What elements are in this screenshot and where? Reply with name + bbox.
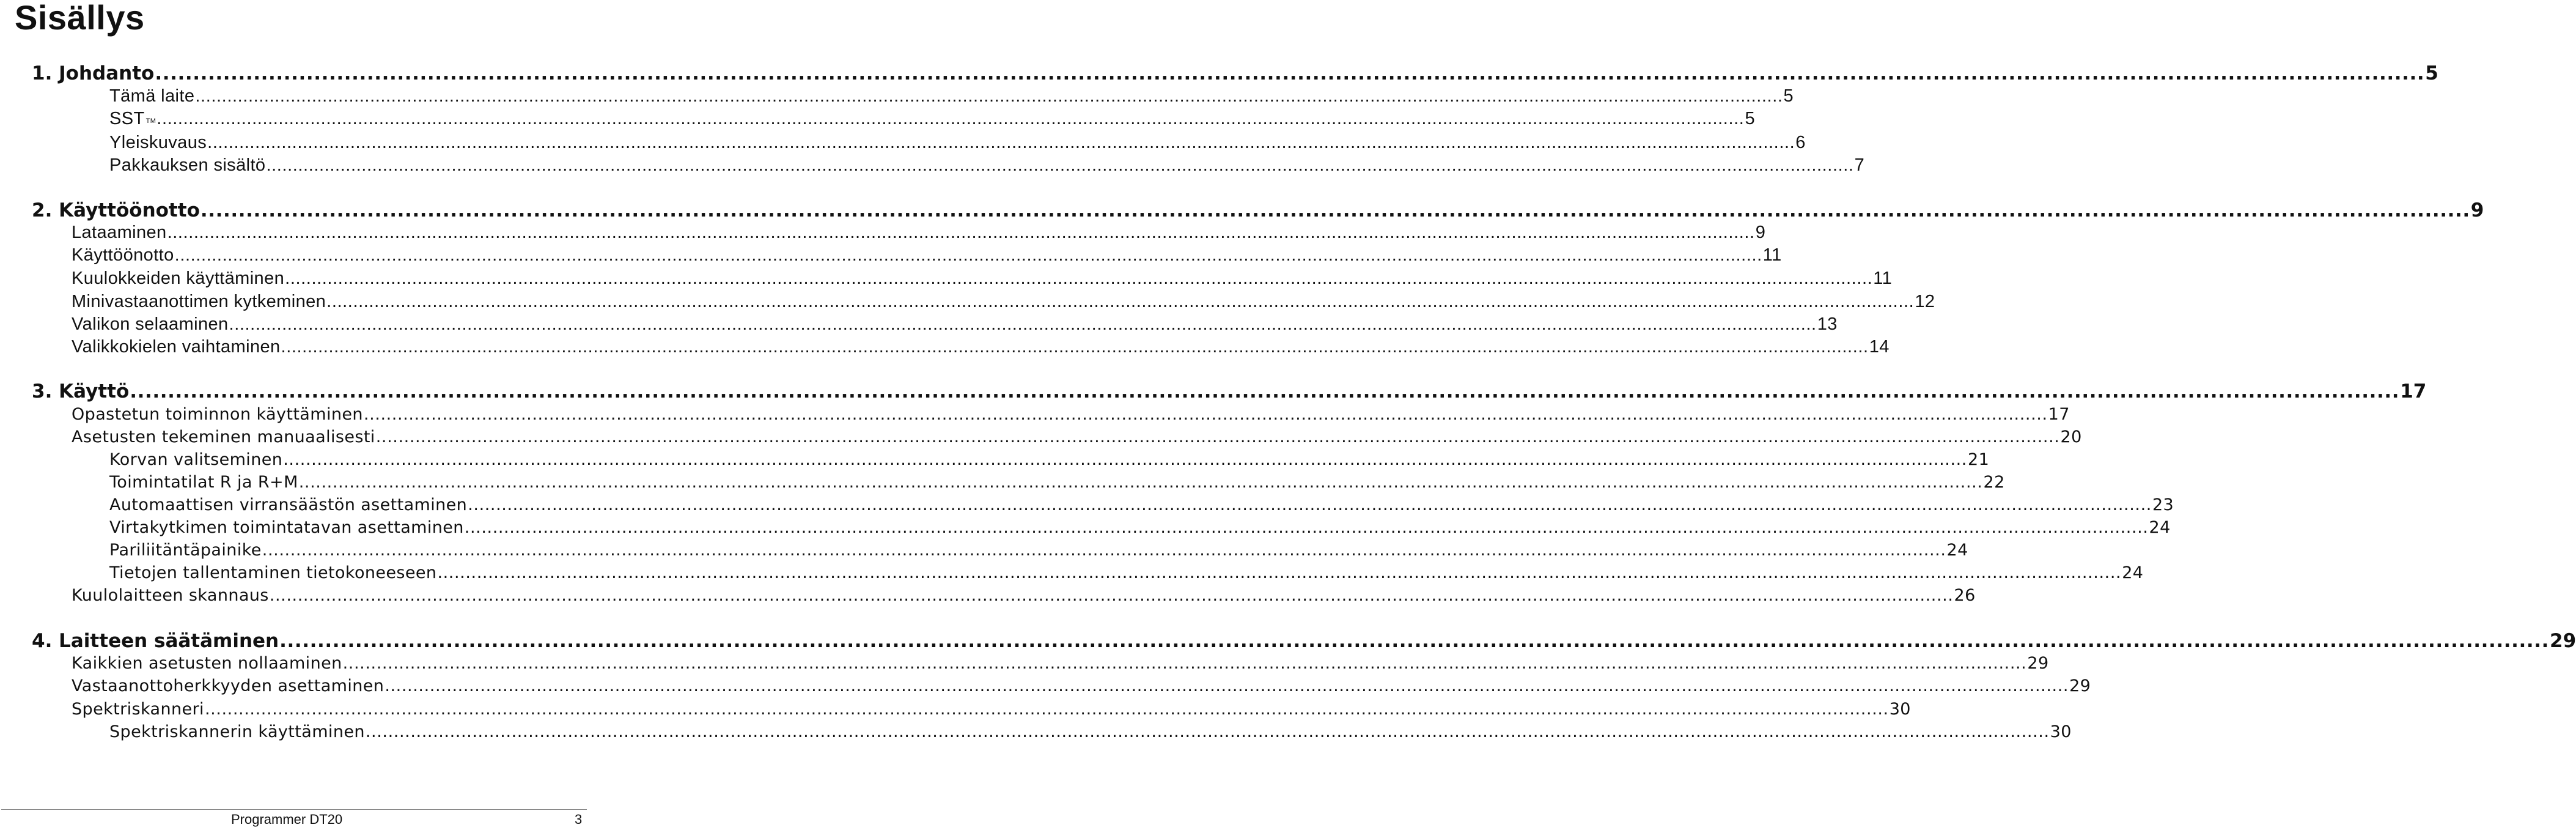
toc-leader-dots: ............................................................................................................................................................................................................................................................................................................	[437, 563, 2122, 582]
toc-page-number: 17	[2400, 380, 2427, 402]
toc-leader-dots: ............................................................................................................................................................................................................................................................................................................	[283, 450, 1967, 469]
toc-entry[interactable]	[72, 700, 1911, 719]
toc-entry-label: Automaattisen virransäästön asettaminen	[109, 495, 468, 514]
toc-entry-label: Kaikkien asetusten nollaaminen	[72, 654, 342, 673]
toc-leader-dots: ............................................................................................................................................................................................................................................................................................................	[174, 245, 1762, 265]
toc-leader-dots: ............................................................................................................................................................................................................................................................................................................	[167, 223, 1755, 242]
toc-entry[interactable]	[109, 109, 1755, 129]
toc-page-number: 5	[1783, 86, 1794, 106]
toc-chapter-entry[interactable]	[32, 630, 2576, 652]
toc-entry-label: Pariliitäntäpainike	[109, 541, 262, 560]
toc-entry[interactable]	[72, 405, 2070, 424]
toc-leader-dots: ............................................................................................................................................................................................................................................................................................................	[375, 428, 2060, 446]
toc-page-number: 5	[1745, 109, 1755, 128]
toc-leader-dots: ............................................................................................................................................................................................................................................................................................................	[204, 700, 1889, 719]
toc-page-number: 14	[1869, 337, 1890, 357]
toc-page-number: 24	[1946, 541, 1968, 560]
toc-page-number: 12	[1915, 292, 1935, 311]
toc-page-number: 9	[1755, 223, 1766, 242]
toc-leader-dots: ............................................................................................................................................................................................................................................................................................................	[229, 314, 1817, 334]
toc-entry[interactable]	[109, 563, 2144, 582]
toc-leader-dots: ............................................................................................................................................................................................................................................................................................................	[281, 337, 1869, 357]
toc-entry[interactable]	[72, 245, 1782, 265]
toc-entry[interactable]	[109, 450, 1990, 469]
toc-entry[interactable]	[72, 223, 1766, 243]
toc-leader-dots: ............................................................................................................................................................................................................................................................................................................	[468, 495, 2152, 514]
toc-page-number: 29	[2550, 630, 2576, 652]
toc-entry[interactable]	[72, 676, 2091, 695]
toc-leader-dots: ............................................................................................................................................................................................................................................................................................................	[207, 133, 1795, 152]
toc-page-number: 29	[2069, 676, 2091, 695]
toc-entry[interactable]	[109, 133, 1806, 153]
toc-leader-dots: ............................................................................................................................................................................................................................................................................................................	[363, 405, 2048, 424]
toc-leader-dots: ............................................................................................................................................................................................................................................................................................................	[130, 380, 2400, 402]
toc-entry-label: Tietojen tallentaminen tietokoneeseen	[109, 563, 437, 582]
toc-entry[interactable]	[109, 722, 2072, 741]
toc-leader-dots: ............................................................................................................................................................................................................................................................................................................	[464, 518, 2149, 537]
toc-leader-dots: ............................................................................................................................................................................................................................................................................................................	[279, 630, 2550, 652]
toc-page-number: 29	[2027, 654, 2049, 673]
toc-entry-label: Valikon selaaminen	[72, 314, 229, 334]
toc-page-number: 13	[1817, 314, 1838, 334]
toc-entry-label: 3. Käyttö	[32, 380, 130, 402]
toc-entry[interactable]	[109, 155, 1865, 176]
trademark-mark: TM	[145, 117, 156, 125]
toc-leader-dots: ............................................................................................................................................................................................................................................................................................................	[385, 676, 2069, 695]
footer-divider	[1, 809, 587, 810]
toc-entry[interactable]	[72, 654, 2049, 673]
toc-entry-label: Lataaminen	[72, 223, 167, 242]
toc-entry-label: Kuulolaitteen skannaus	[72, 586, 269, 605]
toc-chapter-entry[interactable]	[32, 380, 2427, 402]
toc-entry[interactable]	[109, 518, 2171, 537]
toc-page-number: 11	[1762, 245, 1782, 265]
toc-entry[interactable]	[72, 292, 1935, 312]
toc-page-number: 17	[2048, 405, 2070, 424]
toc-entry[interactable]	[72, 314, 1838, 335]
toc-leader-dots: ............................................................................................................................................................................................................................................................................................................	[326, 292, 1915, 311]
toc-page-number: 30	[1889, 700, 1911, 719]
toc-leader-dots: ............................................................................................................................................................................................................................................................................................................	[285, 269, 1873, 288]
toc-page-number: 9	[2470, 199, 2484, 221]
toc-leader-dots: ............................................................................................................................................................................................................................................................................................................	[200, 199, 2470, 221]
toc-page-number: 22	[1983, 473, 2005, 492]
toc-entry-label: Pakkauksen sisältö	[109, 155, 266, 175]
toc-entry-label: 2. Käyttöönotto	[32, 199, 200, 221]
toc-entry-label: Spektriskannerin käyttäminen	[109, 722, 365, 741]
toc-leader-dots: ............................................................................................................................................................................................................................................................................................................	[266, 155, 1854, 175]
toc-entry[interactable]	[109, 473, 2005, 492]
toc-page-number: 24	[2122, 563, 2144, 582]
toc-entry-label: Kuulokkeiden käyttäminen	[72, 269, 285, 288]
toc-page-number: 7	[1854, 155, 1865, 175]
toc-entry-label: 1. Johdanto	[32, 62, 155, 84]
toc-leader-dots: ............................................................................................................................................................................................................................................................................................................	[155, 62, 2425, 84]
toc-entry[interactable]	[109, 86, 1794, 106]
toc-entry-label: Yleiskuvaus	[109, 133, 207, 152]
toc-entry-label: Virtakytkimen toimintatavan asettaminen	[109, 518, 464, 537]
toc-leader-dots: ............................................................................................................................................................................................................................................................................................................	[298, 473, 1983, 492]
toc-entry-label: SST	[109, 109, 145, 128]
toc-entry-label: Käyttöönotto	[72, 245, 174, 265]
toc-entry-label: Toimintatilat R ja R+M	[109, 473, 298, 492]
toc-page-number: 6	[1795, 133, 1806, 152]
toc-leader-dots: ............................................................................................................................................................................................................................................................................................................	[156, 109, 1745, 128]
footer-document-title: Programmer DT20	[231, 812, 343, 827]
toc-entry-label: Asetusten tekeminen manuaalisesti	[72, 428, 375, 446]
toc-page-number: 30	[2050, 722, 2072, 741]
toc-page-number: 21	[1968, 450, 1990, 469]
toc-page-number: 24	[2149, 518, 2171, 537]
toc-page-number: 11	[1873, 269, 1893, 288]
toc-leader-dots: ............................................................................................................................................................................................................................................................................................................	[269, 586, 1954, 605]
toc-entry-label: Spektriskanneri	[72, 700, 204, 719]
toc-entry[interactable]	[72, 269, 1893, 289]
toc-chapter-entry[interactable]	[32, 62, 2438, 84]
toc-page-number: 20	[2060, 428, 2082, 446]
toc-entry[interactable]	[109, 541, 1968, 560]
toc-entry-label: Tämä laite	[109, 86, 195, 106]
footer-page-number: 3	[575, 812, 583, 827]
toc-page-number: 23	[2152, 495, 2174, 514]
toc-entry[interactable]	[72, 337, 1890, 357]
toc-entry-label: Opastetun toiminnon käyttäminen	[72, 405, 363, 424]
toc-leader-dots: ............................................................................................................................................................................................................................................................................................................	[195, 86, 1783, 106]
toc-leader-dots: ............................................................................................................................................................................................................................................................................................................	[342, 654, 2027, 673]
toc-entry[interactable]	[109, 495, 2174, 514]
page-title: Sisällys	[15, 0, 145, 37]
toc-entry-label: Minivastaanottimen kytkeminen	[72, 292, 326, 311]
toc-entry-label: 4. Laitteen säätäminen	[32, 630, 279, 652]
toc-page-number: 5	[2425, 62, 2438, 84]
toc-page-number: 26	[1954, 586, 1976, 605]
toc-chapter-entry[interactable]	[32, 199, 2484, 221]
toc-entry[interactable]	[72, 428, 2082, 446]
toc-entry-label: Valikkokielen vaihtaminen	[72, 337, 281, 357]
toc-leader-dots: ............................................................................................................................................................................................................................................................................................................	[365, 722, 2050, 741]
toc-entry-label: Vastaanottoherkkyyden asettaminen	[72, 676, 385, 695]
toc-leader-dots: ............................................................................................................................................................................................................................................................................................................	[262, 541, 1946, 560]
toc-entry-label: Korvan valitseminen	[109, 450, 283, 469]
toc-entry[interactable]	[72, 586, 1976, 605]
